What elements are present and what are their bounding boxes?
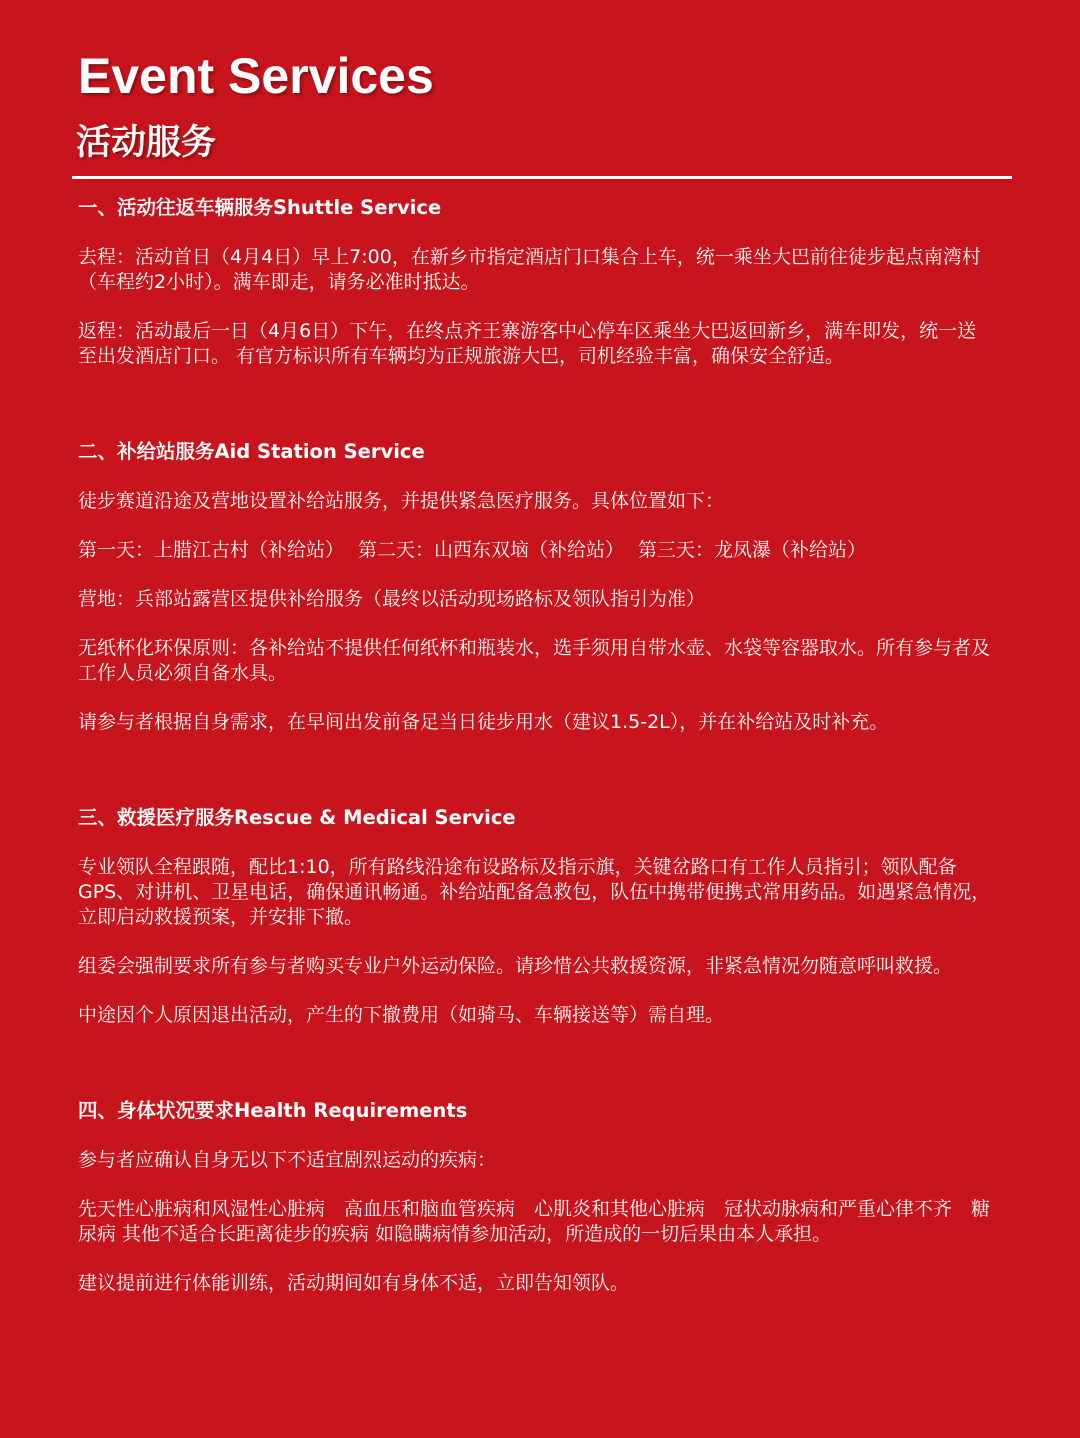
- paragraph-insurance: 组委会强制要求所有参与者购买专业户外运动保险。请珍惜公共救援资源，非紧急情况勿随意呼叫救援。: [78, 955, 953, 977]
- paragraph-guides: 专业领队全程跟随，配比1:10，所有路线沿途布设路标及指示旗，关键岔路口有工作人员指引；领队配备GPS、对讲机、卫星电话，确保通讯畅通。补给站配备急救包，队伍中携带便携式常用药品。如遇紧急情况，立即启动救援预案，并安排下撤。: [78, 856, 991, 928]
- section-heading: 二、补给站服务Aid Station Service: [78, 440, 425, 463]
- paragraph-training-advice: 建议提前进行体能训练，活动期间如有身体不适，立即告知领队。: [78, 1272, 630, 1294]
- aid-station-days: [78, 538, 993, 563]
- day-three-station: 第三天：龙凤瀑（补给站）: [638, 539, 867, 561]
- content: [78, 193, 993, 1296]
- paragraph-water-advice: 请参与者根据自身需求，在早间出发前备足当日徒步用水（建议1.5-2L），并在补给站及时补充。: [78, 711, 889, 733]
- paragraph-disease-list: 先天性心脏病和风湿性心脏病 高血压和脑血管疾病 心肌炎和其他心脏病 冠状动脉病和严重心律不齐 糖尿病 其他不适合长距离徒步的疾病 如隐瞒病情参加活动，所造成的一切后果由本人承担。: [78, 1198, 991, 1245]
- section-shuttle-service: [78, 193, 993, 369]
- paragraph-camp: 营地：兵部站露营区提供补给服务（最终以活动现场路标及领队指引为准）: [78, 588, 706, 610]
- page-title-en: Event Services: [78, 48, 434, 104]
- title-divider: [72, 176, 1012, 179]
- section-heading: 四、身体状况要求Health Requirements: [78, 1099, 468, 1122]
- page-title-cn: 活动服务: [76, 123, 217, 163]
- paragraph-intro: 徒步赛道沿途及营地设置补给站服务，并提供紧急医疗服务。具体位置如下：: [78, 490, 725, 512]
- paragraph-health-intro: 参与者应确认自身无以下不适宜剧烈运动的疾病：: [78, 1149, 497, 1171]
- section-rescue-medical-service: [78, 803, 993, 1028]
- day-one-station: 第一天：上腊江古村（补给站）: [78, 539, 345, 561]
- section-aid-station-service: [78, 437, 993, 735]
- day-two-station: 第二天：山西东双垴（补给站）: [358, 539, 625, 561]
- paragraph-no-cup-policy: 无纸杯化环保原则：各补给站不提供任何纸杯和瓶装水，选手须用自带水壶、水袋等容器取水。所有参与者及工作人员必须自备水具。: [78, 637, 991, 684]
- section-heading: 一、活动往返车辆服务Shuttle Service: [78, 196, 442, 219]
- paragraph-outbound: 去程：活动首日（4月4日）早上7:00，在新乡市指定酒店门口集合上车，统一乘坐大巴前往徒步起点南湾村（车程约2小时）。满车即走，请务必准时抵达。: [78, 246, 981, 293]
- paragraph-withdrawal-fees: 中途因个人原因退出活动，产生的下撤费用（如骑马、车辆接送等）需自理。: [78, 1004, 725, 1026]
- section-heading: 三、救援医疗服务Rescue & Medical Service: [78, 806, 516, 829]
- paragraph-return: 返程：活动最后一日（4月6日）下午，在终点齐王寨游客中心停车区乘坐大巴返回新乡，满车即发，统一送至出发酒店门口。 有官方标识所有车辆均为正规旅游大巴，司机经验丰富，确保安全舒适。: [78, 320, 977, 367]
- section-health-requirements: [78, 1096, 993, 1296]
